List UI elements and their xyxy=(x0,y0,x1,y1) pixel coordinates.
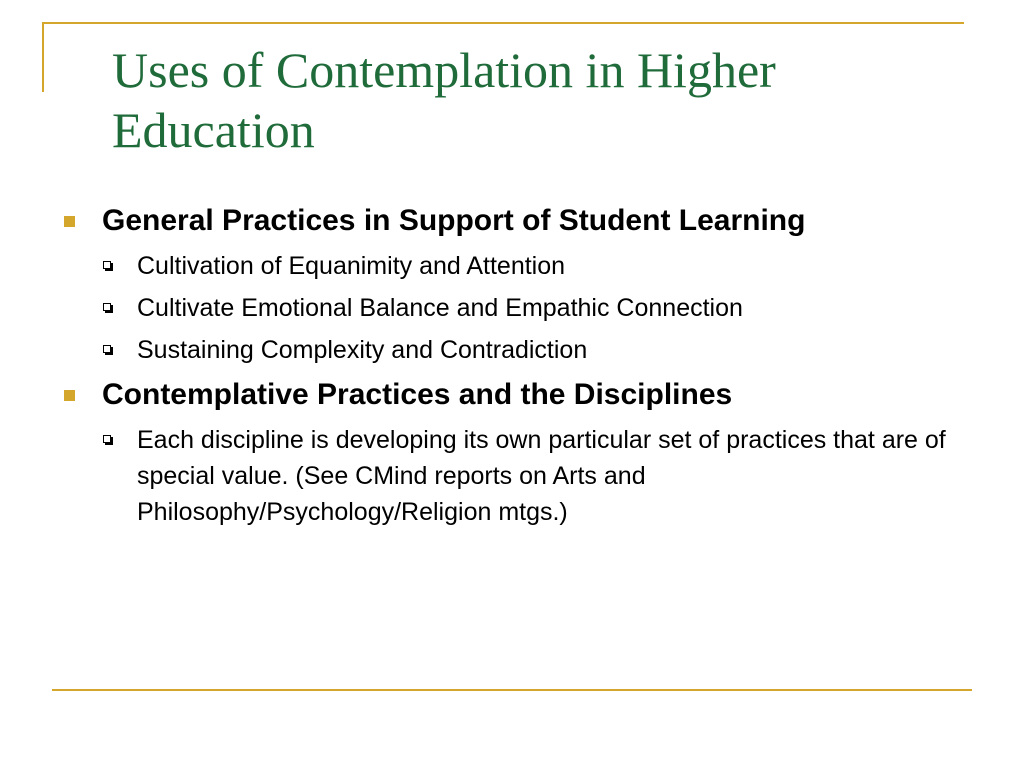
top-accent-line xyxy=(42,22,964,24)
subbullet-discipline-practices xyxy=(62,422,962,530)
bullet-label: General Practices in Support of Student Learning xyxy=(102,204,806,237)
hollow-square-bullet-icon xyxy=(103,435,111,443)
left-accent-line xyxy=(42,22,44,92)
hollow-square-bullet-icon xyxy=(103,303,111,311)
subbullet-label: Cultivate Emotional Balance and Empathic Connection xyxy=(137,294,743,322)
slide-body xyxy=(62,200,962,530)
slide-title: Uses of Contemplation in Higher Education xyxy=(112,42,776,158)
square-bullet-icon xyxy=(64,216,75,227)
hollow-square-bullet-icon xyxy=(103,261,111,269)
subbullet-emotional-balance xyxy=(62,290,962,326)
subbullet-complexity xyxy=(62,332,962,368)
hollow-square-bullet-icon xyxy=(103,345,111,353)
subbullet-label: Each discipline is developing its own particular set of practices that are of special value. (See CMind reports on Arts and Philosophy/Psychology/Religion mtgs.) xyxy=(137,426,946,526)
subbullet-label: Sustaining Complexity and Contradiction xyxy=(137,336,588,364)
bottom-accent-line xyxy=(52,689,972,691)
subbullet-equanimity xyxy=(62,248,962,284)
bullet-label: Contemplative Practices and the Disciplines xyxy=(102,378,733,411)
bullet-general-practices xyxy=(62,200,962,242)
subbullet-label: Cultivation of Equanimity and Attention xyxy=(137,252,566,280)
bullet-disciplines xyxy=(62,374,962,416)
square-bullet-icon xyxy=(64,390,75,401)
